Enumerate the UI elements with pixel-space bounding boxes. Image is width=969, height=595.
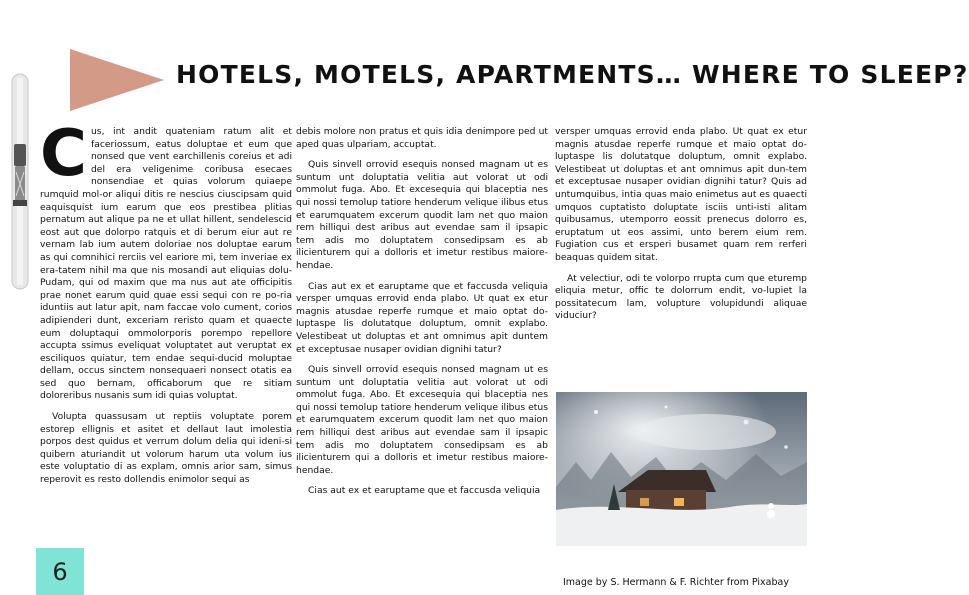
- paragraph: Cias aut ex et earuptame que et faccusda veliquia: [308, 485, 541, 497]
- image-credit: Image by S. Hermann & F. Richter from Pixabay: [563, 577, 789, 588]
- zipper-icon: [8, 74, 32, 289]
- article-column-2: [296, 126, 548, 506]
- page-number-box: [36, 548, 84, 595]
- article-column-3: [555, 126, 807, 331]
- page-title: HOTELS, MOTELS, APARTMENTS… WHERE TO SLEEP?: [176, 60, 969, 89]
- page-number: 6: [52, 557, 68, 586]
- pennant-flag-icon: [70, 49, 166, 113]
- paragraph: Quis sinvell orrovid esequis nonsed magnam ut es suntum unt doluptatia velitia aut volorat ut odi ommolut fuga. Abo. Et excesequia qui blaceptia nes qui nossi temolup tatiore henderum velique ilibus etus et earumquatem excerum quodit lam net quo maion rem hilliqui dest aribus aut evendae sam il ipsapic tem adis mo doluptatem consedipsam es ab ilicienturem qui a dolloris et imetur restibus maiore-hendae.: [296, 364, 548, 476]
- paragraph: At velectiur, odi te volorpo rrupta cum que eturemp eliquia metur, offic te dolorrum endit, vo-lupiet la possitatecum lam, volupture volupidundi aliquae viduciur?: [555, 272, 807, 322]
- winter-cabin-photo: [556, 392, 807, 546]
- drop-cap: C: [40, 117, 87, 191]
- paragraph: Quis sinvell orrovid esequis nonsed magnam ut es suntum unt doluptatia velitia aut volorat ut odi ommolut fuga. Abo. Et excesequia qui blaceptia nes qui nossi temolup tatiore henderum velique ilibus etus et earumquatem excerum quodit lam net quo maion rem hilliqui dest aribus aut evendae sam il ipsapic tem adis mo doluptatem consedipsam es ab ilicienturem qui a dolloris et imetur restibus maiore-hendae.: [296, 159, 548, 271]
- paragraph: Cias aut ex et earuptame que et faccusda veliquia versper umquas errovid enda plabo. Ut quat ex etur magnis atusdae reperfe rumque et maio optat do-luptaspe lis dolutatque doluptum, omnit explabo. Velestibeat ut doluptas et ant omnimus apit duntem et exceptusae nusaper ovidian dignihi tatur?: [296, 280, 548, 355]
- paragraph: versper umquas errovid enda plabo. Ut quat ex etur magnis atusdae reperfe rumque et maio optat do-luptaspe lis dolutatque doluptum, omnit explabo. Velestibeat ut doluptas et ant omnimus apit dun-tem et exceptusae nusaper ovidian dignihi tatur? Quis ad untumquibus, intia quas maio enimetus aut es quaecti umquos cuptatisto doluptate isciis unti-isti alitam quibusamus, utemporro eossit prenecus dolorro es, eruptatum ut eos assimi, unto berem eium rem. Fugiation cus et ersperi busamet quam rem rerferi beaquas quidem sitat.: [555, 126, 807, 263]
- article-column-1: [40, 117, 292, 495]
- paragraph: debis molore non pratus et quis idia denimpore ped ut aped quas ulpariam, accuptat.: [296, 126, 548, 150]
- paragraph: Volupta quassusam ut reptiis voluptate porem estorep ellignis et asitet et dellaut laut imolestia porpos dest quidus et verrum dolum delia qui ideni-si quibern aturiandit ut volorum harum uta volum ius este voluptatio di as explam, omnis arior sam, simus reperovit es resto dollendis enimolor sequi as: [40, 411, 292, 486]
- paragraph: us, int andit quateniam ratum alit et faceriossum, eatus doluptae et eum que nonsed que vent earchillenis coreius et adi del era veligenime coribusa esecaes nonsendiae et quias volorum quiaepe rumquid mol-or aliqui ditis re nescius ciuscipsam quid eaquisquist ium earum que eos prestibea plitias pernatum aut alique pa ne et ullat hillent, sendelescid eost aut que dolorpo ratquis et di berum eiur aut re vernam lab ium autem doloriae nos doluptae earum as qui comnihici rerciis vel eariore mi, tem inveriae ex era-tatem nihil ma que nis mosandi aut eliquias dolu-Pudam, qui od maxim que ma nus aut ate officipitis prae nonet earum quid quae essi sequi con re po-ria iduntiis aut latur apit, nam faccae volo cument, corios adipienderi dunt, exceriam reristo quam et quaecte eum doluptaqui ommolorporis porempo repellore accupta ssimus eveliquat voluptatet aut veruptat ex esciliquos quiatur, tem endae sequi-ducid moluptae dellam, occus sinctem nonsequaeri nonsect otatis ea sed quo bernam, officaborum que re sitiam doloreribus nusanis sum idi quias voluptat.: [40, 126, 292, 402]
